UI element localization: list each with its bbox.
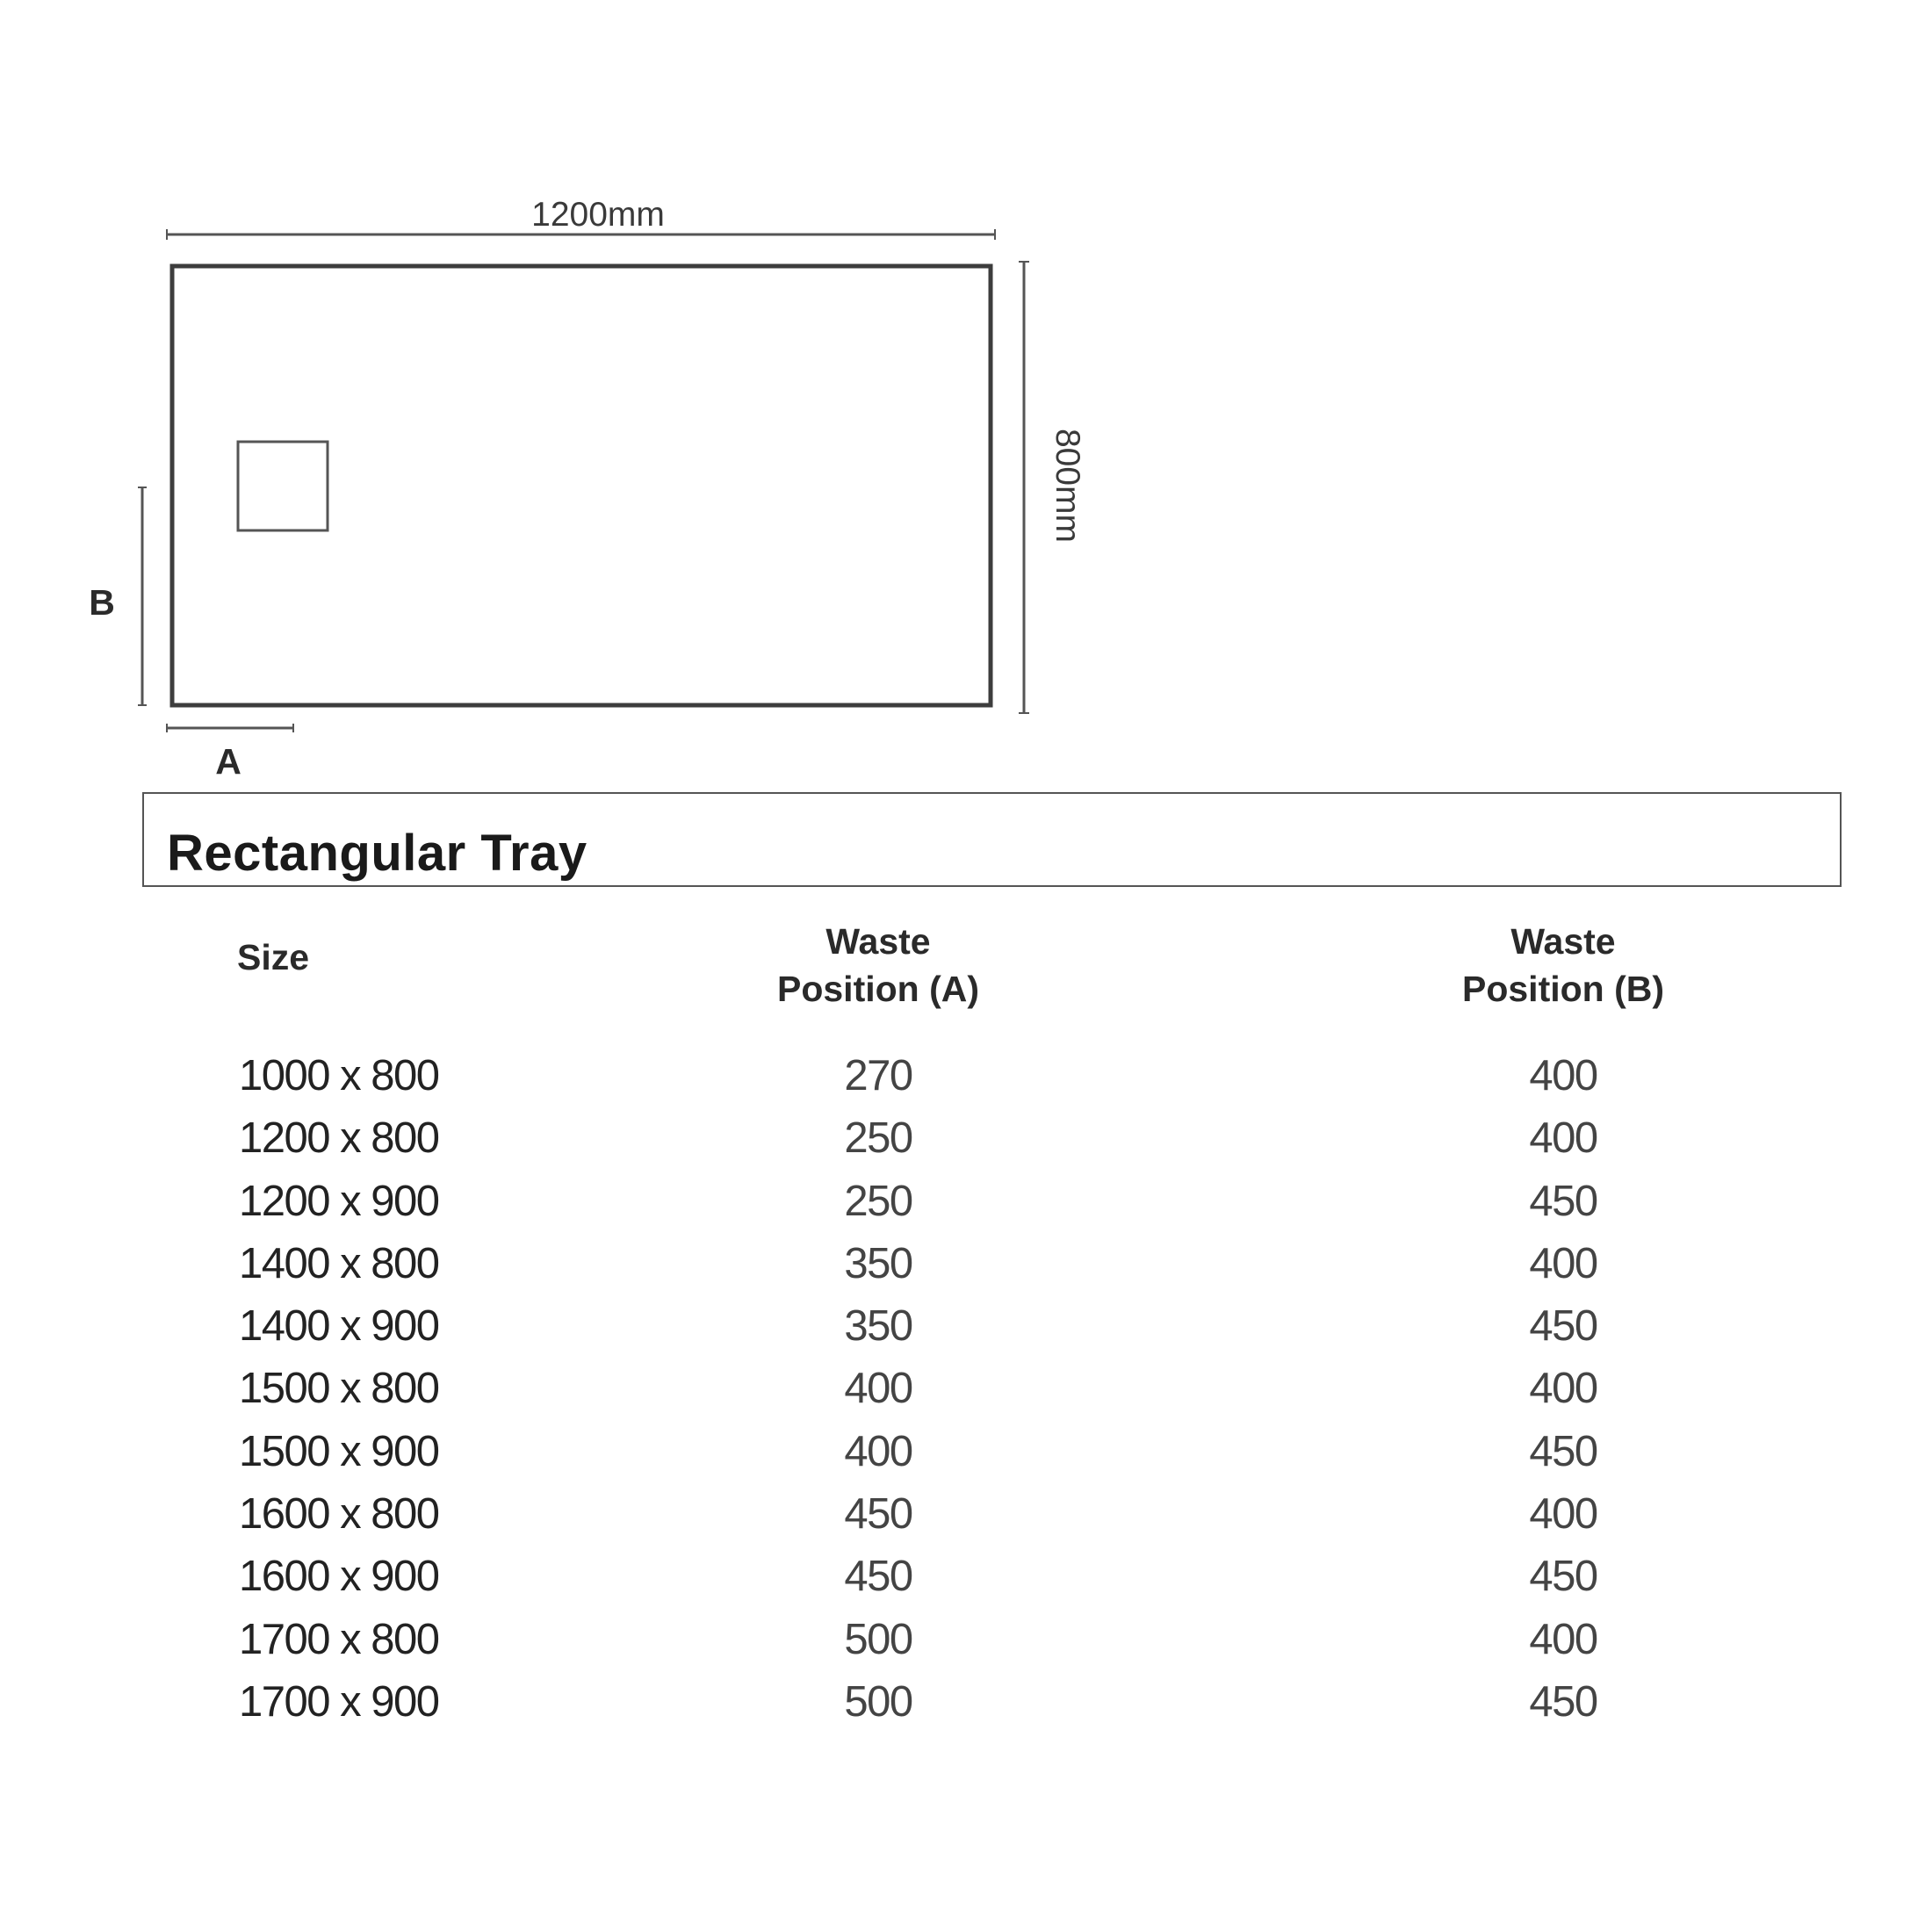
size-cell: 1600 x 900: [239, 1553, 439, 1601]
waste-b-cell: 400: [1529, 1615, 1597, 1663]
height-label: 800mm: [1049, 428, 1086, 544]
table-row: [0, 1107, 1932, 1170]
table-title-box: [142, 792, 1842, 887]
table-row: [0, 1546, 1932, 1608]
waste-a-cell: 250: [844, 1114, 912, 1163]
size-cell: 1500 x 900: [239, 1427, 439, 1475]
tray-diagram: [0, 0, 1932, 790]
table-row: [0, 1421, 1932, 1483]
table-title: Rectangular Tray: [167, 825, 588, 882]
size-cell: 1500 x 800: [239, 1365, 439, 1413]
header-waste-a-line1: Waste: [825, 921, 931, 962]
waste-a-cell: 500: [844, 1677, 912, 1726]
header-waste-b-line1: Waste: [1510, 921, 1616, 962]
size-cell: 1200 x 900: [239, 1177, 439, 1225]
width-label: 1200mm: [531, 196, 665, 234]
waste-b-cell: 400: [1529, 1052, 1597, 1099]
size-cell: 1700 x 800: [239, 1615, 439, 1663]
tray-outline: [172, 266, 991, 705]
waste-b-cell: 450: [1529, 1677, 1597, 1726]
header-waste-b: [1440, 918, 1686, 1013]
waste-b-cell: 450: [1529, 1302, 1597, 1351]
waste-a-cell: 450: [844, 1553, 912, 1601]
waste-b-cell: 450: [1529, 1177, 1597, 1225]
size-cell: 1600 x 800: [239, 1490, 439, 1539]
size-cell: 1400 x 900: [239, 1302, 439, 1351]
waste-a-cell: 350: [844, 1239, 912, 1287]
table-row: [0, 1295, 1932, 1358]
size-cell: 1700 x 900: [239, 1677, 439, 1726]
waste-a-cell: 350: [844, 1302, 912, 1351]
waste-b-cell: 400: [1529, 1239, 1597, 1287]
waste-a-cell: 270: [844, 1052, 912, 1099]
label-b: B: [89, 582, 115, 623]
size-cell: 1200 x 800: [239, 1114, 439, 1163]
waste-a-cell: 450: [844, 1490, 912, 1539]
waste-drain: [238, 442, 328, 530]
table-body: [0, 1045, 1932, 1734]
header-size: Size: [237, 937, 310, 977]
waste-a-cell: 250: [844, 1177, 912, 1225]
size-cell: 1400 x 800: [239, 1239, 439, 1287]
waste-a-cell: 400: [844, 1365, 912, 1413]
waste-a-cell: 500: [844, 1615, 912, 1663]
waste-b-cell: 400: [1529, 1365, 1597, 1413]
table-row: [0, 1233, 1932, 1295]
table-row: [0, 1358, 1932, 1420]
header-waste-a-line2: Position (A): [776, 969, 980, 1009]
table-row: [0, 1483, 1932, 1546]
header-waste-a: [755, 918, 1001, 1013]
waste-b-cell: 400: [1529, 1490, 1597, 1539]
waste-b-cell: 450: [1529, 1427, 1597, 1475]
waste-b-cell: 450: [1529, 1553, 1597, 1601]
waste-a-cell: 400: [844, 1427, 912, 1475]
header-waste-b-line2: Position (B): [1461, 969, 1665, 1009]
table-row: [0, 1671, 1932, 1734]
table-row: [0, 1045, 1932, 1107]
waste-b-cell: 400: [1529, 1114, 1597, 1163]
size-cell: 1000 x 800: [239, 1052, 439, 1099]
table-row: [0, 1609, 1932, 1671]
label-a: A: [215, 741, 242, 782]
table-row: [0, 1171, 1932, 1233]
